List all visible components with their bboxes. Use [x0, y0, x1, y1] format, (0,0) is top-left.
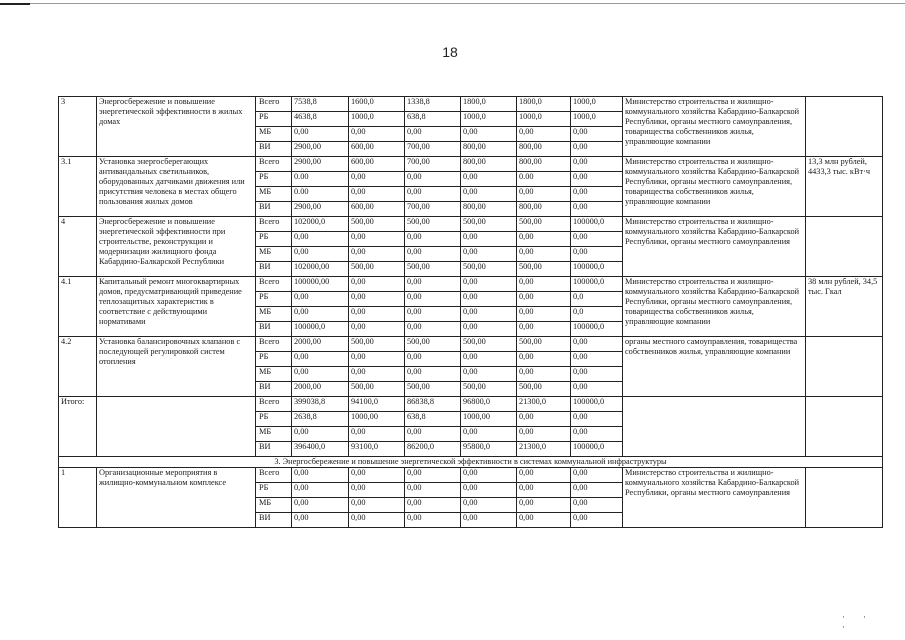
- amount-cell: 500,00: [405, 382, 461, 397]
- amount-cell: 0,00: [571, 247, 623, 262]
- table-row: [59, 397, 883, 412]
- activity-name-cell: Установка энергосберегающих антивандальных светильников, оборудованных датчиками движения или присутствия человека в местах общего пользования жилых домов: [97, 157, 256, 217]
- amount-cell: 96800,0: [461, 397, 517, 412]
- amount-cell: 2900,00: [292, 157, 349, 172]
- amount-cell: 0,00: [571, 427, 623, 442]
- amount-cell: 1000,00: [461, 412, 517, 427]
- amount-cell: 500,00: [517, 217, 571, 232]
- row-number-cell: Итого:: [59, 397, 97, 457]
- amount-cell: 0,00: [571, 127, 623, 142]
- amount-cell: 1000,00: [349, 412, 405, 427]
- amount-cell: 0,00: [461, 187, 517, 202]
- funding-source-cell: МБ: [256, 127, 292, 142]
- funding-source-cell: Всего: [256, 337, 292, 352]
- row-number-cell: 3: [59, 97, 97, 157]
- table-row: [59, 97, 883, 112]
- executor-cell: Министерство строительства и жилищно-коммунального хозяйства Кабардино-Балкарской Республики, органы местного самоуправления: [623, 468, 806, 528]
- amount-cell: 100000,0: [571, 217, 623, 232]
- amount-cell: 0,00: [461, 513, 517, 528]
- amount-cell: 21300,0: [517, 442, 571, 457]
- amount-cell: 0,00: [405, 247, 461, 262]
- amount-cell: 0,00: [349, 307, 405, 322]
- amount-cell: 500,00: [517, 337, 571, 352]
- result-cell: [806, 337, 883, 397]
- amount-cell: 500,00: [349, 382, 405, 397]
- funding-source-cell: Всего: [256, 468, 292, 483]
- funding-source-cell: ВИ: [256, 442, 292, 457]
- executor-cell: Министерство строительства и жилищно-коммунального хозяйства Кабардино-Балкарской Республики, органы местного самоуправления, товарищества собственников жилья, управляющие компании: [623, 157, 806, 217]
- amount-cell: 0,00: [349, 172, 405, 187]
- amount-cell: 0,00: [571, 172, 623, 187]
- amount-cell: 800,00: [461, 157, 517, 172]
- funding-source-cell: РБ: [256, 112, 292, 127]
- funding-source-cell: РБ: [256, 483, 292, 498]
- amount-cell: 0,00: [461, 247, 517, 262]
- amount-cell: 0,00: [571, 337, 623, 352]
- amount-cell: 0,00: [349, 247, 405, 262]
- top-rule-mark: [0, 3, 30, 5]
- table-row: [59, 468, 883, 483]
- result-cell: 13,3 млн рублей, 4433,3 тыс. кВт·ч: [806, 157, 883, 217]
- funding-source-cell: МБ: [256, 247, 292, 262]
- amount-cell: 800,00: [517, 202, 571, 217]
- amount-cell: 0.00: [292, 172, 349, 187]
- row-number-cell: 4.1: [59, 277, 97, 337]
- amount-cell: 0,00: [517, 187, 571, 202]
- funding-source-cell: Всего: [256, 397, 292, 412]
- amount-cell: 0,00: [405, 468, 461, 483]
- amount-cell: 100000,0: [571, 262, 623, 277]
- amount-cell: 0,00: [517, 498, 571, 513]
- amount-cell: 0,00: [405, 187, 461, 202]
- funding-source-cell: ВИ: [256, 382, 292, 397]
- amount-cell: 500,00: [405, 262, 461, 277]
- funding-source-cell: ВИ: [256, 202, 292, 217]
- amount-cell: 0,00: [517, 307, 571, 322]
- amount-cell: 0,00: [292, 232, 349, 247]
- amount-cell: 0,00: [571, 352, 623, 367]
- amount-cell: 100000,0: [571, 397, 623, 412]
- amount-cell: 638,8: [405, 112, 461, 127]
- amount-cell: 1000,0: [571, 112, 623, 127]
- amount-cell: 500,00: [461, 337, 517, 352]
- amount-cell: 0,00: [405, 307, 461, 322]
- amount-cell: 700,00: [405, 202, 461, 217]
- activity-name-cell: Энергосбережение и повышение энергетической эффективности в жилых домах: [97, 97, 256, 157]
- row-number-cell: 4.2: [59, 337, 97, 397]
- result-cell: 38 млн рублей, 34,5 тыс. Гкал: [806, 277, 883, 337]
- funding-source-cell: ВИ: [256, 142, 292, 157]
- amount-cell: 1000,0: [461, 112, 517, 127]
- result-cell: [806, 217, 883, 277]
- amount-cell: 500,00: [461, 382, 517, 397]
- amount-cell: 396400,0: [292, 442, 349, 457]
- amount-cell: 1600,0: [349, 97, 405, 112]
- table-body: [59, 97, 883, 528]
- amount-cell: 0,00: [292, 427, 349, 442]
- amount-cell: 0,00: [349, 127, 405, 142]
- amount-cell: 0,00: [517, 352, 571, 367]
- amount-cell: 0,00: [517, 277, 571, 292]
- amount-cell: 1338,8: [405, 97, 461, 112]
- amount-cell: 2638,8: [292, 412, 349, 427]
- amount-cell: 0,0: [571, 292, 623, 307]
- amount-cell: 102000,00: [292, 262, 349, 277]
- table-row: [59, 157, 883, 172]
- amount-cell: 100000,0: [292, 322, 349, 337]
- amount-cell: 0,00: [405, 232, 461, 247]
- amount-cell: 0,00: [571, 513, 623, 528]
- executor-cell: Министерство строительства и жилищно-коммунального хозяйства Кабардино-Балкарской Республики, органы местного самоуправления, товарищества собственников жилья, управляющие компании: [623, 277, 806, 337]
- amount-cell: 86200,0: [405, 442, 461, 457]
- amount-cell: 0,00: [461, 127, 517, 142]
- amount-cell: 0,00: [349, 187, 405, 202]
- amount-cell: 93100,0: [349, 442, 405, 457]
- row-number-cell: 1: [59, 468, 97, 528]
- amount-cell: 500,00: [461, 217, 517, 232]
- amount-cell: 0,00: [349, 352, 405, 367]
- amount-cell: 0,00: [461, 367, 517, 382]
- amount-cell: 0,00: [517, 468, 571, 483]
- activity-name-cell: Установка балансировочных клапанов с последующей регулировкой систем отопления: [97, 337, 256, 397]
- result-cell: [806, 97, 883, 157]
- amount-cell: 0,00: [517, 483, 571, 498]
- amount-cell: 0,00: [349, 427, 405, 442]
- result-cell: [806, 397, 883, 457]
- funding-source-cell: Всего: [256, 157, 292, 172]
- funding-source-cell: Всего: [256, 97, 292, 112]
- amount-cell: 0,00: [405, 322, 461, 337]
- table-row: [59, 277, 883, 292]
- amount-cell: 0,00: [349, 292, 405, 307]
- executor-cell: Министерство строительства и жилищно-коммунального хозяйства Кабардино-Балкарской Республики, органы местного самоуправления, товарищества собственников жилья, управляющие компании: [623, 97, 806, 157]
- activity-name-cell: Энергосбережение и повышение энергетической эффективности при строительстве, реконструкции и модернизации жилищного фонда Кабардино-Балкарской Республики: [97, 217, 256, 277]
- amount-cell: 1800,0: [517, 97, 571, 112]
- amount-cell: 638,8: [405, 412, 461, 427]
- section-header: 3. Энергосбережение и повышение энергетической эффективности в системах коммунальной инфраструктуры: [59, 457, 883, 468]
- funding-source-cell: МБ: [256, 307, 292, 322]
- amount-cell: 0,00: [571, 412, 623, 427]
- funding-source-cell: Всего: [256, 277, 292, 292]
- amount-cell: 500,00: [405, 337, 461, 352]
- amount-cell: 0,00: [461, 352, 517, 367]
- amount-cell: 0,00: [405, 292, 461, 307]
- amount-cell: 0,00: [292, 292, 349, 307]
- amount-cell: 2000,00: [292, 382, 349, 397]
- amount-cell: 0,00: [517, 412, 571, 427]
- amount-cell: 800,00: [461, 202, 517, 217]
- amount-cell: 0,00: [517, 427, 571, 442]
- amount-cell: 500,00: [405, 217, 461, 232]
- amount-cell: 0,00: [517, 232, 571, 247]
- amount-cell: 0,00: [405, 483, 461, 498]
- activity-name-cell: Организационные мероприятия в жилищно-коммунальном комплексе: [97, 468, 256, 528]
- amount-cell: 600,00: [349, 202, 405, 217]
- amount-cell: 500,00: [349, 217, 405, 232]
- amount-cell: 500,00: [461, 262, 517, 277]
- amount-cell: 0,00: [349, 513, 405, 528]
- amount-cell: 0,00: [517, 322, 571, 337]
- amount-cell: 0,00: [571, 382, 623, 397]
- amount-cell: 21300,0: [517, 397, 571, 412]
- amount-cell: 600,00: [349, 142, 405, 157]
- amount-cell: 0,00: [461, 427, 517, 442]
- amount-cell: 1000,0: [571, 97, 623, 112]
- funding-source-cell: Всего: [256, 217, 292, 232]
- amount-cell: 0,00: [517, 367, 571, 382]
- amount-cell: 95800,0: [461, 442, 517, 457]
- activity-name-cell: [97, 397, 256, 457]
- funding-source-cell: РБ: [256, 232, 292, 247]
- amount-cell: 700,00: [405, 157, 461, 172]
- amount-cell: 0,00: [571, 187, 623, 202]
- amount-cell: 100000,0: [571, 322, 623, 337]
- amount-cell: 500,00: [517, 262, 571, 277]
- amount-cell: 800,00: [461, 142, 517, 157]
- amount-cell: 0,00: [517, 247, 571, 262]
- amount-cell: 0,00: [349, 498, 405, 513]
- amount-cell: 102000,0: [292, 217, 349, 232]
- amount-cell: 0,00: [405, 127, 461, 142]
- funding-source-cell: ВИ: [256, 262, 292, 277]
- amount-cell: 0,00: [292, 468, 349, 483]
- amount-cell: 100000,0: [571, 442, 623, 457]
- amount-cell: 0,00: [571, 202, 623, 217]
- amount-cell: 399038,8: [292, 397, 349, 412]
- funding-source-cell: РБ: [256, 172, 292, 187]
- amount-cell: 0,00: [349, 367, 405, 382]
- funding-source-cell: РБ: [256, 412, 292, 427]
- amount-cell: 0,00: [461, 232, 517, 247]
- amount-cell: 0,00: [292, 307, 349, 322]
- amount-cell: 0,00: [349, 468, 405, 483]
- amount-cell: 2900,00: [292, 202, 349, 217]
- section-header-row: [59, 457, 883, 468]
- executor-cell: [623, 397, 806, 457]
- amount-cell: 0,00: [571, 367, 623, 382]
- amount-cell: 100000,0: [571, 277, 623, 292]
- table-row: [59, 217, 883, 232]
- amount-cell: 0,00: [461, 322, 517, 337]
- top-rule: [0, 3, 905, 4]
- funding-source-cell: МБ: [256, 187, 292, 202]
- amount-cell: 1000,0: [517, 112, 571, 127]
- amount-cell: 0,00: [292, 498, 349, 513]
- amount-cell: 94100,0: [349, 397, 405, 412]
- result-cell: [806, 468, 883, 528]
- amount-cell: 0,00: [571, 468, 623, 483]
- amount-cell: 0,00: [292, 127, 349, 142]
- funding-source-cell: РБ: [256, 352, 292, 367]
- amount-cell: 0,00: [571, 498, 623, 513]
- amount-cell: 0,00: [349, 277, 405, 292]
- executor-cell: органы местного самоуправления, товарищества собственников жилья, управляющие компании: [623, 337, 806, 397]
- funding-source-cell: РБ: [256, 292, 292, 307]
- funding-source-cell: МБ: [256, 427, 292, 442]
- amount-cell: 0,00: [571, 232, 623, 247]
- amount-cell: 0,00: [571, 483, 623, 498]
- amount-cell: 0,00: [461, 172, 517, 187]
- funding-source-cell: ВИ: [256, 513, 292, 528]
- table-row: [59, 337, 883, 352]
- amount-cell: 0,00: [461, 483, 517, 498]
- amount-cell: 0,00: [571, 157, 623, 172]
- amount-cell: 0,00: [461, 498, 517, 513]
- page-number: 18: [442, 44, 458, 60]
- amount-cell: 500,00: [349, 262, 405, 277]
- row-number-cell: 4: [59, 217, 97, 277]
- amount-cell: 0,00: [405, 498, 461, 513]
- amount-cell: 0,00: [461, 307, 517, 322]
- footer-marks: ·· ·: [842, 612, 884, 632]
- amount-cell: 0,00: [349, 232, 405, 247]
- amount-cell: 0,00: [405, 352, 461, 367]
- amount-cell: 0,00: [292, 367, 349, 382]
- amount-cell: 1000,0: [349, 112, 405, 127]
- amount-cell: 86838,8: [405, 397, 461, 412]
- amount-cell: 0,00: [461, 292, 517, 307]
- amount-cell: 0,00: [405, 172, 461, 187]
- funding-source-cell: МБ: [256, 367, 292, 382]
- program-table: [58, 96, 883, 528]
- amount-cell: 0,00: [292, 352, 349, 367]
- amount-cell: 600,00: [349, 157, 405, 172]
- amount-cell: 0,0: [571, 307, 623, 322]
- amount-cell: 2900,00: [292, 142, 349, 157]
- amount-cell: 0,00: [292, 247, 349, 262]
- amount-cell: 0,00: [349, 322, 405, 337]
- amount-cell: 0,00: [517, 292, 571, 307]
- amount-cell: 0,00: [349, 483, 405, 498]
- amount-cell: 0,00: [405, 513, 461, 528]
- amount-cell: 0,00: [292, 483, 349, 498]
- amount-cell: 100000,00: [292, 277, 349, 292]
- amount-cell: 1800,0: [461, 97, 517, 112]
- amount-cell: 0,00: [405, 427, 461, 442]
- amount-cell: 0,00: [405, 277, 461, 292]
- executor-cell: Министерство строительства и жилищно-коммунального хозяйства Кабардино-Балкарской Республики, органы местного самоуправления: [623, 217, 806, 277]
- amount-cell: 800,00: [517, 142, 571, 157]
- amount-cell: 700,00: [405, 142, 461, 157]
- amount-cell: 0,00: [461, 468, 517, 483]
- amount-cell: 0,00: [405, 367, 461, 382]
- amount-cell: 4638,8: [292, 112, 349, 127]
- amount-cell: 7538,8: [292, 97, 349, 112]
- amount-cell: 0,00: [517, 127, 571, 142]
- amount-cell: 0,00: [517, 513, 571, 528]
- amount-cell: 500,00: [349, 337, 405, 352]
- row-number-cell: 3.1: [59, 157, 97, 217]
- amount-cell: 500,00: [517, 382, 571, 397]
- amount-cell: 2000,00: [292, 337, 349, 352]
- activity-name-cell: Капитальный ремонт многоквартирных домов, предусматривающий приведение теплозащитных характеристик в соответствие с действующими нормативами: [97, 277, 256, 337]
- amount-cell: 0.00: [292, 187, 349, 202]
- amount-cell: 0,00: [292, 513, 349, 528]
- amount-cell: 0,00: [571, 142, 623, 157]
- amount-cell: 0.00: [517, 172, 571, 187]
- funding-source-cell: МБ: [256, 498, 292, 513]
- amount-cell: 0,00: [461, 277, 517, 292]
- funding-source-cell: ВИ: [256, 322, 292, 337]
- amount-cell: 800,00: [517, 157, 571, 172]
